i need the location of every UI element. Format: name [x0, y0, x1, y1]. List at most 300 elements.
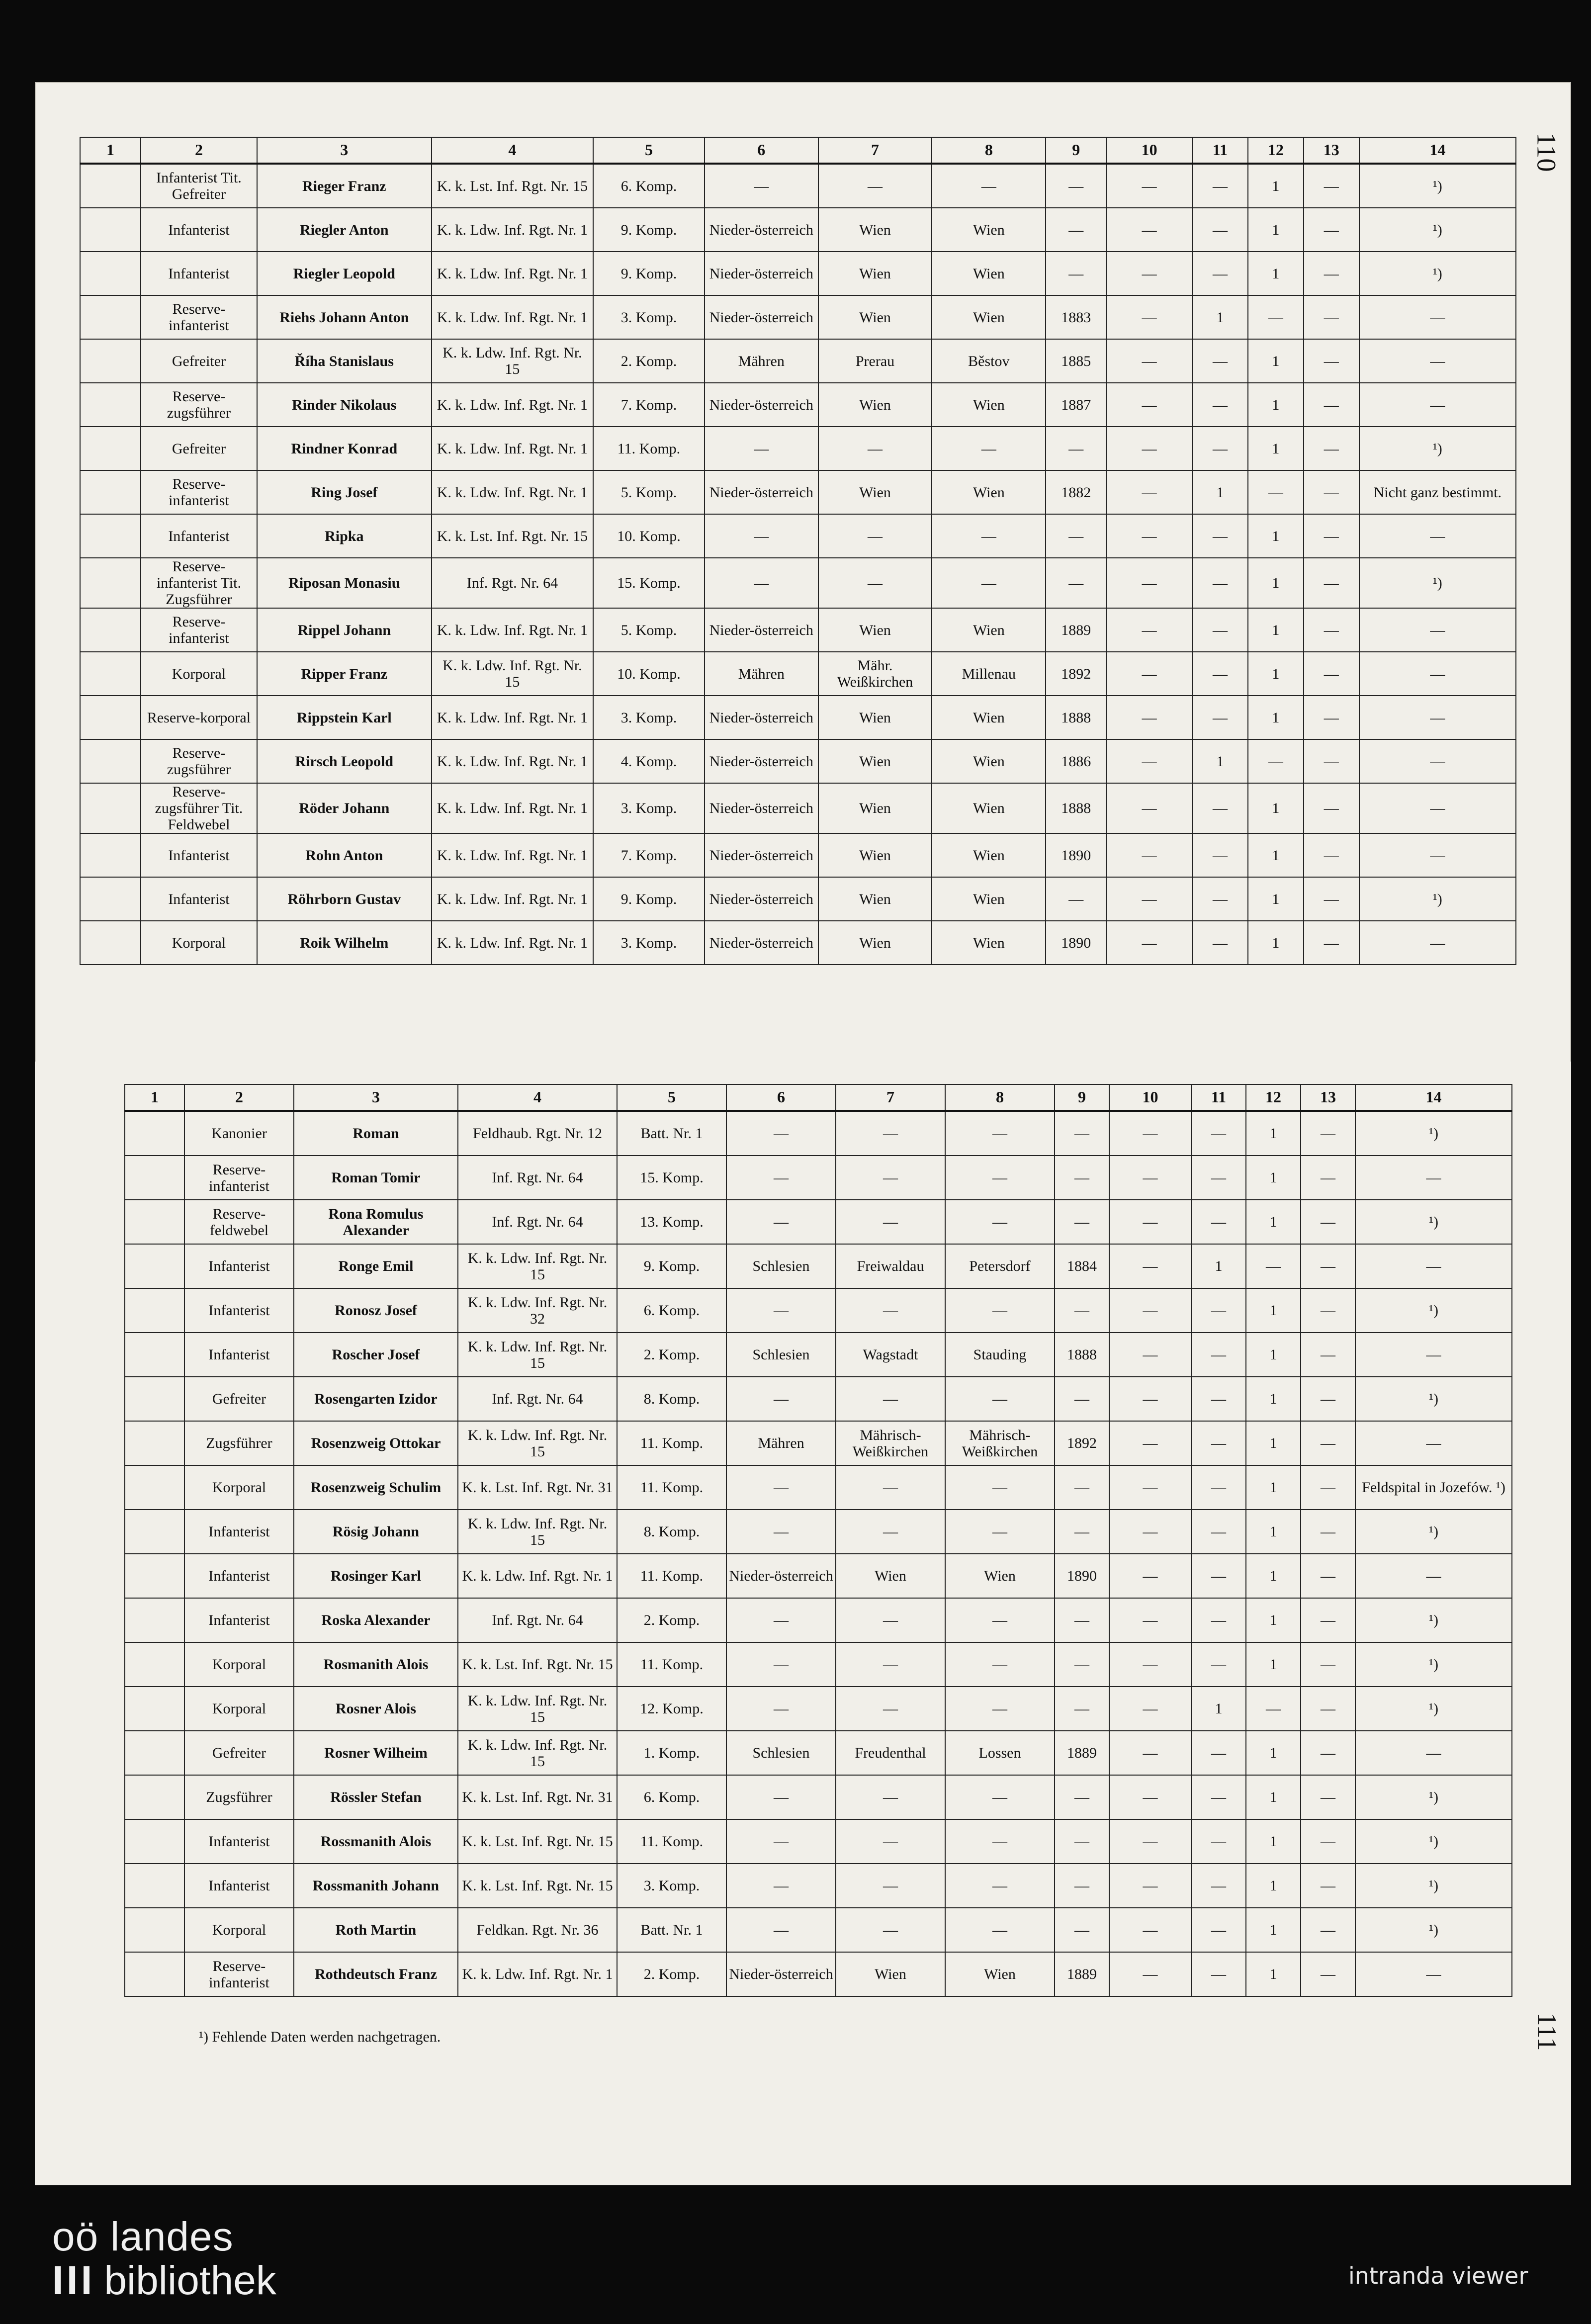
table-cell-col-4: Inf. Rgt. Nr. 64: [458, 1156, 617, 1200]
table-cell-col-2: Korporal: [184, 1642, 294, 1687]
table-cell-col-6: Nieder-österreich: [705, 208, 818, 252]
table-cell-col-9: 1887: [1046, 383, 1106, 427]
table-cell-col-13: —: [1304, 652, 1359, 696]
table-cell-col-2: Infanterist: [184, 1864, 294, 1908]
table-cell-col-10: —: [1106, 252, 1192, 295]
table-cell-col-3: Rosengarten Izidor: [294, 1377, 458, 1421]
table-cell-col-4: K. k. Ldw. Inf. Rgt. Nr. 1: [458, 1952, 617, 1996]
table-cell-col-10: —: [1106, 339, 1192, 383]
table-cell-col-6: —: [726, 1510, 836, 1554]
table-cell-col-13: —: [1301, 1156, 1355, 1200]
table-cell-col-13: —: [1304, 514, 1359, 558]
table-cell-col-4: K. k. Ldw. Inf. Rgt. Nr. 1: [432, 252, 593, 295]
table-cell-col-14: —: [1355, 1156, 1512, 1200]
table-cell-col-10: —: [1109, 1421, 1191, 1465]
table-cell-col-1: [125, 1111, 184, 1156]
table-cell-col-1: [80, 783, 141, 833]
table-cell-col-12: 1: [1248, 608, 1304, 652]
table-cell-col-2: Reserve-zugsführer Tit. Feldwebel: [141, 783, 257, 833]
table-cell-col-5: 11. Komp.: [617, 1819, 726, 1864]
table-cell-col-2: Infanterist: [141, 208, 257, 252]
table-cell-col-8: Wien: [932, 252, 1046, 295]
table-cell-col-9: —: [1046, 164, 1106, 208]
table-cell-col-5: 3. Komp.: [593, 295, 705, 339]
table-cell-col-11: —: [1191, 1421, 1246, 1465]
table-cell-col-11: —: [1191, 1333, 1246, 1377]
column-header-4: 4: [432, 137, 593, 164]
table-cell-col-1: [80, 608, 141, 652]
table-cell-col-13: —: [1301, 1731, 1355, 1775]
table-cell-col-14: ¹): [1355, 1288, 1512, 1333]
table-cell-col-12: 1: [1248, 252, 1304, 295]
table-cell-col-8: —: [945, 1864, 1055, 1908]
column-header-11: 11: [1192, 137, 1248, 164]
table-cell-col-5: 2. Komp.: [617, 1952, 726, 1996]
table-cell-col-8: —: [945, 1200, 1055, 1244]
table-cell-col-8: Wien: [932, 295, 1046, 339]
table-row: [125, 1952, 1512, 1996]
table-cell-col-12: 1: [1246, 1510, 1301, 1554]
table-row: [125, 1642, 1512, 1687]
table-cell-col-11: —: [1191, 1642, 1246, 1687]
table-cell-col-8: Lossen: [945, 1731, 1055, 1775]
table-cell-col-11: —: [1192, 652, 1248, 696]
table-cell-col-3: Roscher Josef: [294, 1333, 458, 1377]
table-row: [125, 1864, 1512, 1908]
table-cell-col-8: Wien: [945, 1952, 1055, 1996]
table-cell-col-1: [80, 208, 141, 252]
table-row: [125, 1288, 1512, 1333]
table-cell-col-2: Zugsführer: [184, 1421, 294, 1465]
table-cell-col-9: —: [1046, 252, 1106, 295]
table-cell-col-6: Nieder-österreich: [705, 295, 818, 339]
table-row: [125, 1554, 1512, 1598]
table-cell-col-8: —: [945, 1687, 1055, 1731]
table-cell-col-9: —: [1046, 208, 1106, 252]
table-cell-col-3: Rösig Johann: [294, 1510, 458, 1554]
table-cell-col-3: Rosner Alois: [294, 1687, 458, 1731]
table-cell-col-5: 5. Komp.: [593, 470, 705, 514]
register-table-top: [80, 137, 1516, 965]
table-cell-col-13: —: [1304, 470, 1359, 514]
table-cell-col-7: Wien: [818, 739, 932, 783]
table-cell-col-2: Infanterist: [184, 1819, 294, 1864]
table-cell-col-14: ¹): [1355, 1819, 1512, 1864]
table-cell-col-5: 8. Komp.: [617, 1510, 726, 1554]
table-cell-col-1: [125, 1952, 184, 1996]
table-cell-col-9: —: [1055, 1775, 1109, 1819]
table-cell-col-5: 5. Komp.: [593, 608, 705, 652]
table-cell-col-11: —: [1191, 1598, 1246, 1642]
table-cell-col-4: K. k. Ldw. Inf. Rgt. Nr. 15: [458, 1244, 617, 1288]
table-cell-col-13: —: [1304, 558, 1359, 608]
table-cell-col-14: ¹): [1359, 558, 1516, 608]
table-cell-col-14: —: [1359, 739, 1516, 783]
table-cell-col-14: ¹): [1359, 164, 1516, 208]
table-row: [80, 383, 1516, 427]
table-cell-col-1: [80, 652, 141, 696]
table-cell-col-12: 1: [1246, 1333, 1301, 1377]
table-cell-col-13: —: [1304, 383, 1359, 427]
table-cell-col-14: ¹): [1355, 1377, 1512, 1421]
table-cell-col-12: —: [1248, 739, 1304, 783]
table-cell-col-5: 12. Komp.: [617, 1687, 726, 1731]
table-cell-col-13: —: [1304, 339, 1359, 383]
table-cell-col-5: 4. Komp.: [593, 739, 705, 783]
header-row: [80, 137, 1516, 164]
table-cell-col-3: Riegler Anton: [257, 208, 432, 252]
table-cell-col-13: —: [1301, 1864, 1355, 1908]
table-cell-col-13: —: [1301, 1687, 1355, 1731]
table-cell-col-4: K. k. Ldw. Inf. Rgt. Nr. 15: [458, 1421, 617, 1465]
table-cell-col-13: —: [1301, 1200, 1355, 1244]
table-cell-col-2: Gefreiter: [184, 1731, 294, 1775]
table-cell-col-6: —: [726, 1288, 836, 1333]
table-cell-col-12: 1: [1248, 652, 1304, 696]
table-cell-col-3: Rosenzweig Schulim: [294, 1465, 458, 1510]
column-header-9: 9: [1055, 1084, 1109, 1111]
table-cell-col-2: Korporal: [184, 1908, 294, 1952]
table-cell-col-9: 1889: [1046, 608, 1106, 652]
table-cell-col-14: ¹): [1355, 1510, 1512, 1554]
table-cell-col-9: 1892: [1046, 652, 1106, 696]
table-cell-col-14: ¹): [1355, 1687, 1512, 1731]
table-cell-col-8: Wien: [932, 833, 1046, 877]
table-cell-col-12: 1: [1248, 783, 1304, 833]
table-row: [125, 1200, 1512, 1244]
table-cell-col-13: —: [1301, 1377, 1355, 1421]
table-cell-col-1: [80, 383, 141, 427]
table-cell-col-12: 1: [1246, 1598, 1301, 1642]
table-cell-col-5: 7. Komp.: [593, 833, 705, 877]
table-cell-col-7: Wien: [818, 252, 932, 295]
table-cell-col-4: K. k. Ldw. Inf. Rgt. Nr. 15: [458, 1687, 617, 1731]
table-cell-col-6: —: [726, 1864, 836, 1908]
table-cell-col-2: Infanterist: [184, 1333, 294, 1377]
table-cell-col-10: —: [1109, 1864, 1191, 1908]
table-row: [80, 295, 1516, 339]
table-row: [80, 339, 1516, 383]
table-cell-col-13: —: [1301, 1288, 1355, 1333]
table-cell-col-2: Reserve-infanterist Tit. Zugsführer: [141, 558, 257, 608]
table-cell-col-3: Rossmanith Alois: [294, 1819, 458, 1864]
table-cell-col-1: [125, 1598, 184, 1642]
table-cell-col-4: Feldkan. Rgt. Nr. 36: [458, 1908, 617, 1952]
column-header-13: 13: [1301, 1084, 1355, 1111]
table-cell-col-10: —: [1109, 1952, 1191, 1996]
table-cell-col-7: —: [836, 1864, 945, 1908]
table-cell-col-13: —: [1301, 1244, 1355, 1288]
table-cell-col-14: ¹): [1355, 1642, 1512, 1687]
table-cell-col-8: Wien: [932, 696, 1046, 739]
table-cell-col-2: Infanterist: [184, 1244, 294, 1288]
table-cell-col-4: K. k. Ldw. Inf. Rgt. Nr. 1: [432, 783, 593, 833]
table-cell-col-6: Nieder-österreich: [705, 921, 818, 965]
table-cell-col-2: Kanonier: [184, 1111, 294, 1156]
table-cell-col-7: —: [836, 1775, 945, 1819]
table-cell-col-8: Mährisch-Weißkirchen: [945, 1421, 1055, 1465]
table-cell-col-3: Rosmanith Alois: [294, 1642, 458, 1687]
table-cell-col-8: Wien: [932, 877, 1046, 921]
table-cell-col-9: 1883: [1046, 295, 1106, 339]
table-cell-col-6: —: [705, 558, 818, 608]
table-row: [80, 514, 1516, 558]
table-cell-col-2: Reserve-infanterist: [141, 608, 257, 652]
table-cell-col-14: —: [1355, 1244, 1512, 1288]
table-cell-col-13: —: [1301, 1510, 1355, 1554]
table-cell-col-3: Roman Tomir: [294, 1156, 458, 1200]
table-cell-col-12: 1: [1246, 1819, 1301, 1864]
table-cell-col-4: K. k. Lst. Inf. Rgt. Nr. 15: [432, 164, 593, 208]
table-cell-col-11: 1: [1191, 1244, 1246, 1288]
column-header-10: 10: [1109, 1084, 1191, 1111]
table-cell-col-13: —: [1301, 1465, 1355, 1510]
table-cell-col-10: —: [1106, 295, 1192, 339]
table-cell-col-6: Nieder-österreich: [705, 739, 818, 783]
table-cell-col-2: Korporal: [141, 921, 257, 965]
table-cell-col-10: —: [1106, 783, 1192, 833]
table-cell-col-1: [125, 1200, 184, 1244]
page-number-bottom: 111: [1532, 2012, 1562, 2051]
table-cell-col-14: ¹): [1359, 252, 1516, 295]
table-row: [80, 208, 1516, 252]
table-row: [125, 1908, 1512, 1952]
table-cell-col-5: 3. Komp.: [593, 696, 705, 739]
table-cell-col-4: Feldhaub. Rgt. Nr. 12: [458, 1111, 617, 1156]
table-cell-col-8: —: [945, 1156, 1055, 1200]
table-cell-col-11: —: [1191, 1156, 1246, 1200]
table-cell-col-7: —: [818, 427, 932, 470]
table-cell-col-7: —: [818, 558, 932, 608]
table-cell-col-2: Infanterist: [141, 514, 257, 558]
table-cell-col-14: —: [1355, 1333, 1512, 1377]
table-cell-col-12: 1: [1246, 1864, 1301, 1908]
table-cell-col-9: 1892: [1055, 1421, 1109, 1465]
table-cell-col-1: [125, 1864, 184, 1908]
table-cell-col-8: Wien: [932, 921, 1046, 965]
table-cell-col-13: —: [1304, 208, 1359, 252]
table-cell-col-5: 6. Komp.: [617, 1775, 726, 1819]
table-cell-col-7: Freudenthal: [836, 1731, 945, 1775]
table-cell-col-5: 1. Komp.: [617, 1731, 726, 1775]
table-cell-col-10: —: [1109, 1111, 1191, 1156]
table-cell-col-12: 1: [1246, 1952, 1301, 1996]
table-cell-col-4: K. k. Ldw. Inf. Rgt. Nr. 1: [432, 877, 593, 921]
page-top: [35, 82, 1571, 1076]
table-cell-col-4: K. k. Ldw. Inf. Rgt. Nr. 1: [432, 921, 593, 965]
table-cell-col-12: 1: [1248, 877, 1304, 921]
table-cell-col-1: [80, 514, 141, 558]
table-cell-col-9: —: [1055, 1111, 1109, 1156]
table-cell-col-3: Roman: [294, 1111, 458, 1156]
table-cell-col-3: Rössler Stefan: [294, 1775, 458, 1819]
table-row: [80, 739, 1516, 783]
table-cell-col-7: Wien: [818, 783, 932, 833]
column-header-12: 12: [1246, 1084, 1301, 1111]
header-row: [125, 1084, 1512, 1111]
table-cell-col-2: Infanterist: [184, 1598, 294, 1642]
table-cell-col-13: —: [1301, 1642, 1355, 1687]
table-cell-col-1: [125, 1775, 184, 1819]
table-cell-col-9: —: [1055, 1642, 1109, 1687]
table-cell-col-2: Reserve-feldwebel: [184, 1200, 294, 1244]
table-cell-col-7: —: [836, 1111, 945, 1156]
table-cell-col-10: —: [1106, 427, 1192, 470]
table-cell-col-6: —: [726, 1156, 836, 1200]
table-cell-col-14: ¹): [1355, 1200, 1512, 1244]
table-cell-col-9: 1890: [1046, 833, 1106, 877]
table-cell-col-7: Wien: [818, 608, 932, 652]
table-cell-col-5: 2. Komp.: [617, 1333, 726, 1377]
table-cell-col-13: —: [1304, 252, 1359, 295]
table-cell-col-10: —: [1106, 514, 1192, 558]
table-cell-col-7: Wagstadt: [836, 1333, 945, 1377]
table-cell-col-9: 1885: [1046, 339, 1106, 383]
table-cell-col-8: —: [945, 1377, 1055, 1421]
logo-line-2-text: bibliothek: [104, 2258, 276, 2303]
table-cell-col-14: Nicht ganz bestimmt.: [1359, 470, 1516, 514]
table-cell-col-8: —: [932, 427, 1046, 470]
table-cell-col-14: ¹): [1359, 427, 1516, 470]
column-header-1: 1: [80, 137, 141, 164]
table-cell-col-14: —: [1359, 783, 1516, 833]
table-cell-col-2: Korporal: [184, 1687, 294, 1731]
table-cell-col-12: 1: [1246, 1908, 1301, 1952]
table-cell-col-4: K. k. Lst. Inf. Rgt. Nr. 15: [458, 1819, 617, 1864]
table-cell-col-9: 1886: [1046, 739, 1106, 783]
table-cell-col-3: Röder Johann: [257, 783, 432, 833]
table-row: [125, 1156, 1512, 1200]
table-cell-col-10: —: [1109, 1642, 1191, 1687]
table-cell-col-5: 11. Komp.: [617, 1642, 726, 1687]
table-cell-col-8: —: [945, 1819, 1055, 1864]
table-row: [125, 1510, 1512, 1554]
table-cell-col-10: —: [1109, 1908, 1191, 1952]
table-cell-col-13: —: [1304, 833, 1359, 877]
table-cell-col-6: Mähren: [726, 1421, 836, 1465]
table-cell-col-13: —: [1301, 1333, 1355, 1377]
column-header-13: 13: [1304, 137, 1359, 164]
table-cell-col-5: 15. Komp.: [593, 558, 705, 608]
table-cell-col-9: 1890: [1055, 1554, 1109, 1598]
table-cell-col-8: —: [945, 1111, 1055, 1156]
logo-line-1: oö landes: [52, 2214, 234, 2259]
table-cell-col-1: [80, 877, 141, 921]
table-cell-col-1: [80, 833, 141, 877]
table-cell-col-10: —: [1109, 1775, 1191, 1819]
table-cell-col-12: 1: [1248, 921, 1304, 965]
column-header-1: 1: [125, 1084, 184, 1111]
table-cell-col-3: Ronosz Josef: [294, 1288, 458, 1333]
table-cell-col-6: Nieder-österreich: [705, 877, 818, 921]
table-cell-col-3: Riposan Monasiu: [257, 558, 432, 608]
table-cell-col-14: —: [1355, 1554, 1512, 1598]
table-cell-col-14: —: [1359, 339, 1516, 383]
table-cell-col-6: Mähren: [705, 652, 818, 696]
column-header-6: 6: [705, 137, 818, 164]
table-cell-col-8: Běstov: [932, 339, 1046, 383]
table-cell-col-11: —: [1191, 1200, 1246, 1244]
table-cell-col-2: Reserve-infanterist: [184, 1952, 294, 1996]
table-cell-col-7: Wien: [818, 696, 932, 739]
table-cell-col-1: [125, 1819, 184, 1864]
table-cell-col-2: Infanterist: [141, 252, 257, 295]
table-cell-col-4: K. k. Ldw. Inf. Rgt. Nr. 1: [458, 1554, 617, 1598]
table-cell-col-6: —: [705, 427, 818, 470]
table-cell-col-5: 9. Komp.: [593, 877, 705, 921]
table-cell-col-2: Reserve-infanterist: [141, 295, 257, 339]
table-cell-col-11: —: [1192, 208, 1248, 252]
table-cell-col-4: K. k. Ldw. Inf. Rgt. Nr. 1: [432, 696, 593, 739]
table-cell-col-9: 1889: [1055, 1731, 1109, 1775]
table-cell-col-14: —: [1359, 383, 1516, 427]
table-cell-col-14: —: [1359, 514, 1516, 558]
table-cell-col-8: Millenau: [932, 652, 1046, 696]
table-cell-col-6: —: [726, 1687, 836, 1731]
table-cell-col-11: 1: [1192, 295, 1248, 339]
table-cell-col-3: Rosinger Karl: [294, 1554, 458, 1598]
table-cell-col-7: —: [818, 514, 932, 558]
table-cell-col-10: —: [1109, 1377, 1191, 1421]
table-cell-col-3: Rindner Konrad: [257, 427, 432, 470]
table-cell-col-4: K. k. Ldw. Inf. Rgt. Nr. 15: [458, 1510, 617, 1554]
table-cell-col-6: Schlesien: [726, 1731, 836, 1775]
table-cell-col-4: K. k. Ldw. Inf. Rgt. Nr. 1: [432, 208, 593, 252]
table-cell-col-11: —: [1191, 1731, 1246, 1775]
table-cell-col-8: Stauding: [945, 1333, 1055, 1377]
table-cell-col-5: 11. Komp.: [617, 1421, 726, 1465]
table-row: [80, 427, 1516, 470]
table-row: [80, 783, 1516, 833]
table-cell-col-12: —: [1246, 1244, 1301, 1288]
table-cell-col-7: Wien: [818, 383, 932, 427]
table-cell-col-6: Nieder-österreich: [726, 1554, 836, 1598]
table-cell-col-1: [80, 295, 141, 339]
table-cell-col-11: —: [1191, 1554, 1246, 1598]
table-cell-col-7: —: [836, 1288, 945, 1333]
logo-bars: III: [52, 2258, 95, 2303]
table-cell-col-4: K. k. Ldw. Inf. Rgt. Nr. 1: [432, 739, 593, 783]
table-cell-col-3: Rippstein Karl: [257, 696, 432, 739]
table-cell-col-9: —: [1055, 1288, 1109, 1333]
table-cell-col-12: —: [1248, 295, 1304, 339]
table-cell-col-6: —: [726, 1775, 836, 1819]
table-cell-col-11: —: [1192, 696, 1248, 739]
table-row: [125, 1598, 1512, 1642]
table-cell-col-8: —: [945, 1642, 1055, 1687]
table-cell-col-11: 1: [1192, 739, 1248, 783]
table-cell-col-6: —: [726, 1200, 836, 1244]
table-cell-col-12: 1: [1246, 1288, 1301, 1333]
table-cell-col-8: Petersdorf: [945, 1244, 1055, 1288]
table-cell-col-1: [125, 1731, 184, 1775]
table-cell-col-10: —: [1106, 921, 1192, 965]
table-cell-col-1: [80, 164, 141, 208]
table-cell-col-2: Reserve-zugsführer: [141, 739, 257, 783]
table-cell-col-8: —: [945, 1598, 1055, 1642]
table-cell-col-12: 1: [1246, 1200, 1301, 1244]
table-cell-col-7: —: [818, 164, 932, 208]
table-cell-col-4: K. k. Ldw. Inf. Rgt. Nr. 15: [432, 652, 593, 696]
table-cell-col-7: Wien: [836, 1554, 945, 1598]
table-cell-col-2: Infanterist Tit. Gefreiter: [141, 164, 257, 208]
table-row: [80, 252, 1516, 295]
table-cell-col-5: Batt. Nr. 1: [617, 1111, 726, 1156]
table-cell-col-9: 1889: [1055, 1952, 1109, 1996]
column-header-5: 5: [617, 1084, 726, 1111]
table-cell-col-9: —: [1055, 1465, 1109, 1510]
table-cell-col-9: 1890: [1046, 921, 1106, 965]
